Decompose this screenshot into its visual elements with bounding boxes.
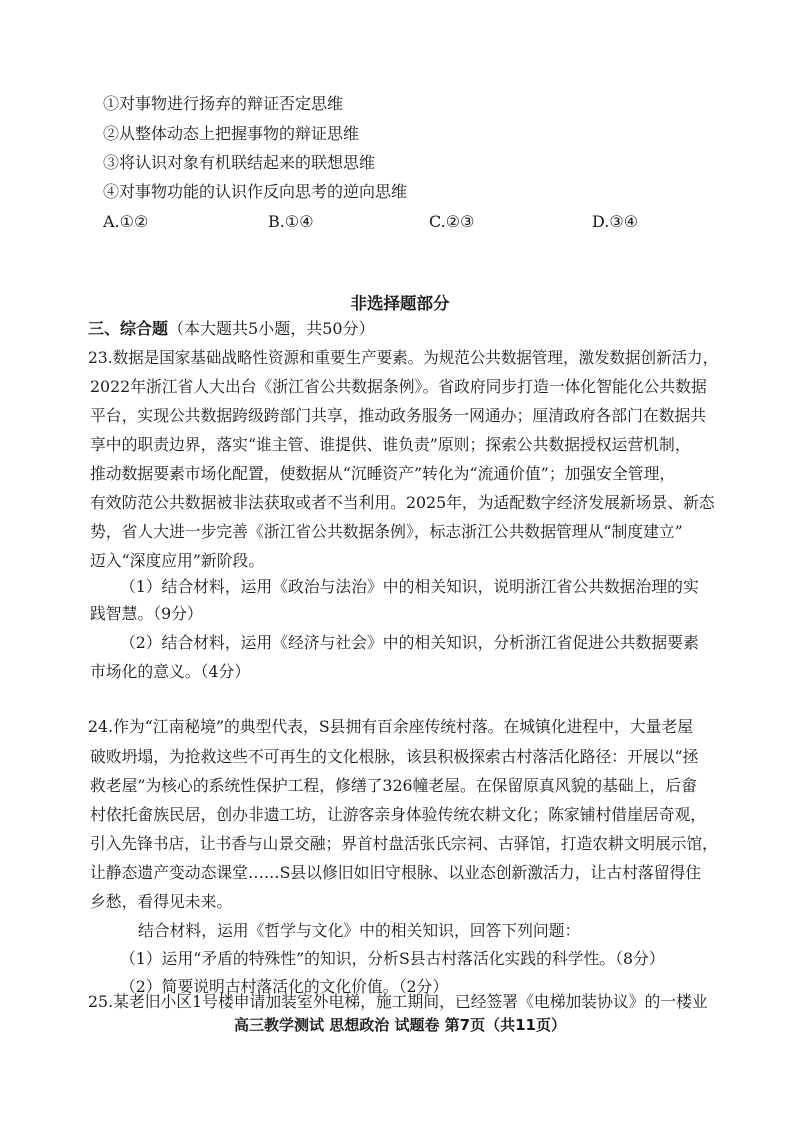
- q23-line: 23.数据是国家基础战略性资源和重要生产要素。为规范公共数据管理，激发数据创新活力，: [88, 348, 719, 367]
- q23-line: 享中的职责边界，落实“谁主管、谁提供、谁负责”原则；探索公共数据授权运营机制，: [90, 435, 691, 454]
- q23-sub2: 市场化的意义。（4分）: [90, 662, 251, 681]
- q23-line: 势，省人大进一步完善《浙江省公共数据条例》，标志浙江公共数据管理从“制度建立”: [90, 522, 683, 541]
- choice-item: ①对事物进行扬弃的辩证否定思维: [103, 94, 344, 113]
- q23-line: 平台，实现公共数据跨级跨部门共享，推动政务服务一网通办；厘清政府各部门在数据共: [90, 406, 707, 425]
- q23-line: 有效防范公共数据被非法获取或者不当利用。2025年，为适配数字经济发展新场景、新态: [90, 493, 715, 512]
- q24-prompt: 结合材料，运用《哲学与文化》中的相关知识，回答下列问题：: [138, 921, 581, 940]
- q23-sub1: 践智慧。（9分）: [90, 604, 203, 623]
- option-b: B.①④: [268, 212, 314, 231]
- q24-line: 让静态遗产变动态课堂……S县以修旧如旧守根脉、以业态创新激活力，让古村落留得住: [90, 863, 702, 882]
- part-heading: [88, 318, 375, 340]
- section-title: 非选择题部分: [350, 294, 450, 313]
- part-heading-note: （本大题共5小题，共50分）: [168, 319, 375, 338]
- q24-sub1: （1）运用“矛盾的特殊性”的知识，分析S县古村落活化实践的科学性。（8分）: [120, 949, 665, 968]
- q24-sub2: （2）简要说明古村落活化的文化价值。（2分）: [120, 977, 449, 996]
- q25-line: 25.某老旧小区1号楼申请加装室外电梯，施工期间，已经签署《电梯加装协议》的一楼业: [88, 992, 708, 1011]
- q23-line: 推动数据要素市场化配置，使数据从“沉睡资产”转化为“流通价值”；加强安全管理，: [90, 464, 676, 483]
- option-d: D.③④: [592, 212, 639, 231]
- q24-line: 救老屋”为核心的系统性保护工程，修缮了326幢老屋。在保留原真风貌的基础上，后畲: [90, 776, 697, 795]
- q24-line: 破败坍塌，为抢救这些不可再生的文化根脉，该县积极探索古村落活化路径：开展以“拯: [90, 747, 699, 766]
- choice-item: ④对事物功能的认识作反向思考的逆向思维: [103, 182, 408, 201]
- q23-line: 迈入“深度应用”新阶段。: [90, 551, 265, 570]
- q24-line: 引入先锋书店，让书香与山景交融；界首村盘活张氏宗祠、古驿馆，打造农耕文明展示馆，: [90, 834, 718, 853]
- page-footer: 高三教学测试 思想政治 试题卷 第7页（共11页）: [234, 1016, 566, 1034]
- q23-sub2: （2）结合材料，运用《经济与社会》中的相关知识，分析浙江省促进公共数据要素: [120, 633, 699, 652]
- q23-sub1: （1）结合材料，运用《政治与法治》中的相关知识，说明浙江省公共数据治理的实: [120, 577, 699, 596]
- q24-line: 24.作为“江南秘境”的典型代表，S县拥有百余座传统村落。在城镇化进程中，大量老屋: [88, 717, 693, 736]
- option-a: A.①②: [103, 212, 149, 231]
- q24-line: 乡愁，看得见未来。: [90, 892, 233, 911]
- part-heading-title: 三、综合题: [88, 319, 169, 338]
- choice-item: ③将认识对象有机联结起来的联想思维: [103, 153, 376, 172]
- choice-item: ②从整体动态上把握事物的辩证思维: [103, 124, 360, 143]
- option-c: C.②③: [429, 212, 475, 231]
- q24-line: 村依托畲族民居，创办非遗工坊，让游客亲身体验传统农耕文化；陈家铺村借崖居奇观，: [90, 805, 707, 824]
- q23-line: 2022年浙江省人大出台《浙江省公共数据条例》。省政府同步打造一体化智能化公共数据: [90, 377, 707, 396]
